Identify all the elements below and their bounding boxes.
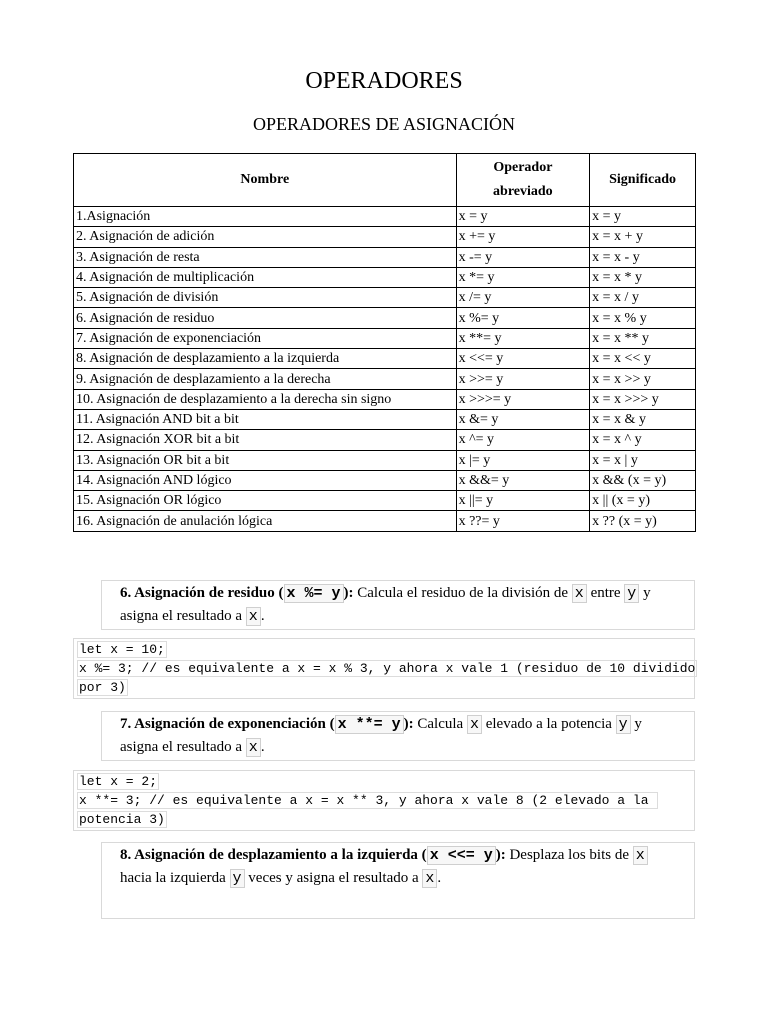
cell-significado: x ?? (x = y)	[590, 511, 696, 531]
table-row	[74, 369, 696, 389]
cell-nombre: 10. Asignación de desplazamiento a la derecha sin signo	[74, 389, 457, 409]
section-residuo-text3: y	[639, 585, 651, 601]
cell-operador: x >>= y	[456, 369, 590, 389]
section-exponenciacion-x2: x	[246, 738, 261, 757]
code-line: potencia 3)	[79, 812, 165, 827]
cell-significado: x = x ^ y	[590, 430, 696, 450]
table-header-row	[74, 154, 696, 207]
section-exponenciacion-heading-end: ):	[403, 716, 414, 732]
cell-significado: x = x / y	[590, 288, 696, 308]
cell-significado: x = x % y	[590, 308, 696, 328]
code-block-exponenciacion	[73, 770, 695, 831]
section-exponenciacion-text5: .	[260, 739, 265, 755]
table-row	[74, 288, 696, 308]
header-significado: Significado	[590, 154, 696, 207]
section-residuo	[101, 580, 695, 630]
cell-significado: x = x >> y	[590, 369, 696, 389]
cell-significado: x = x | y	[590, 450, 696, 470]
cell-operador: x **= y	[456, 328, 590, 348]
cell-operador: x -= y	[456, 247, 590, 267]
table-row	[74, 389, 696, 409]
section-desplazamiento-x2: x	[422, 869, 437, 888]
section-desplazamiento	[101, 842, 695, 919]
cell-operador: x ^= y	[456, 430, 590, 450]
cell-significado: x = x ** y	[590, 328, 696, 348]
section-exponenciacion-text4: asigna el resultado a	[120, 739, 246, 755]
cell-operador: x &&= y	[456, 470, 590, 490]
page-title: OPERADORES	[305, 68, 463, 94]
cell-nombre: 2. Asignación de adición	[74, 227, 457, 247]
section-exponenciacion-text3: y	[630, 716, 642, 732]
header-nombre: Nombre	[74, 154, 457, 207]
section-residuo-text5: .	[260, 608, 265, 624]
cell-nombre: 16. Asignación de anulación lógica	[74, 511, 457, 531]
cell-operador: x ??= y	[456, 511, 590, 531]
cell-operador: x <<= y	[456, 349, 590, 369]
table-row	[74, 491, 696, 511]
cell-nombre: 9. Asignación de desplazamiento a la derecha	[74, 369, 457, 389]
cell-nombre: 15. Asignación OR lógico	[74, 491, 457, 511]
table-row	[74, 511, 696, 531]
section-exponenciacion-text2: elevado a la potencia	[481, 716, 616, 732]
section-exponenciacion-y1: y	[616, 715, 631, 734]
cell-significado: x = x * y	[590, 267, 696, 287]
cell-operador: x &= y	[456, 409, 590, 429]
table-body	[74, 207, 696, 532]
page-subtitle: OPERADORES DE ASIGNACIÓN	[252, 114, 516, 134]
cell-operador: x /= y	[456, 288, 590, 308]
section-residuo-x2: x	[246, 607, 261, 626]
cell-nombre: 7. Asignación de exponenciación	[74, 328, 457, 348]
cell-significado: x = x >>> y	[590, 389, 696, 409]
cell-nombre: 4. Asignación de multiplicación	[74, 267, 457, 287]
code-line: x %= 3; // es equivalente a x = x % 3, y ahora x vale 1 (residuo de 10 dividido	[79, 661, 696, 676]
cell-operador: x *= y	[456, 267, 590, 287]
table-row	[74, 470, 696, 490]
cell-nombre: 12. Asignación XOR bit a bit	[74, 430, 457, 450]
section-desplazamiento-y1: y	[230, 869, 245, 888]
section-desplazamiento-code: x <<= y	[427, 846, 496, 865]
table-row	[74, 247, 696, 267]
cell-nombre: 13. Asignación OR bit a bit	[74, 450, 457, 470]
cell-nombre: 6. Asignación de residuo	[74, 308, 457, 328]
section-exponenciacion-heading: 7. Asignación de exponenciación (	[120, 716, 335, 732]
section-desplazamiento-text2: hacia la izquierda	[120, 870, 230, 886]
table-row	[74, 207, 696, 227]
section-desplazamiento-x1: x	[633, 846, 648, 865]
cell-nombre: 11. Asignación AND bit a bit	[74, 409, 457, 429]
section-exponenciacion-x1: x	[467, 715, 482, 734]
code-line: let x = 2;	[79, 774, 158, 789]
code-line: por 3)	[79, 680, 126, 695]
cell-operador: x %= y	[456, 308, 590, 328]
cell-operador: x += y	[456, 227, 590, 247]
section-residuo-x1: x	[572, 584, 587, 603]
section-residuo-y1: y	[624, 584, 639, 603]
section-residuo-heading-end: ):	[343, 585, 354, 601]
cell-nombre: 3. Asignación de resta	[74, 247, 457, 267]
table-row	[74, 267, 696, 287]
cell-nombre: 5. Asignación de división	[74, 288, 457, 308]
table-row	[74, 430, 696, 450]
cell-operador: x >>>= y	[456, 389, 590, 409]
table-row	[74, 450, 696, 470]
section-desplazamiento-text3: veces y asigna el resultado a	[244, 870, 423, 886]
table-row	[74, 328, 696, 348]
cell-significado: x && (x = y)	[590, 470, 696, 490]
cell-operador: x ||= y	[456, 491, 590, 511]
cell-nombre: 14. Asignación AND lógico	[74, 470, 457, 490]
header-operador	[456, 154, 590, 207]
section-residuo-text1: Calcula el residuo de la división de	[353, 585, 572, 601]
table-row	[74, 409, 696, 429]
code-line: x **= 3; // es equivalente a x = x ** 3, y ahora x vale 8 (2 elevado a la	[79, 793, 657, 808]
cell-significado: x = x << y	[590, 349, 696, 369]
cell-nombre: 8. Asignación de desplazamiento a la izquierda	[74, 349, 457, 369]
section-desplazamiento-text4: .	[437, 870, 442, 886]
table-row	[74, 227, 696, 247]
section-desplazamiento-heading: 8. Asignación de desplazamiento a la izquierda (	[120, 847, 427, 863]
section-exponenciacion	[101, 711, 695, 761]
section-exponenciacion-text1: Calcula	[413, 716, 467, 732]
section-desplazamiento-heading-end: ):	[495, 847, 506, 863]
header-operador-line2: abreviado	[493, 184, 553, 199]
section-exponenciacion-code: x **= y	[335, 715, 404, 734]
cell-nombre: 1.Asignación	[74, 207, 457, 227]
cell-significado: x = x & y	[590, 409, 696, 429]
code-line: let x = 10;	[79, 642, 165, 657]
section-residuo-text2: entre	[586, 585, 625, 601]
cell-significado: x = y	[590, 207, 696, 227]
section-residuo-heading: 6. Asignación de residuo (	[120, 585, 284, 601]
cell-significado: x = x + y	[590, 227, 696, 247]
header-operador-line1: Operador	[493, 160, 553, 175]
section-residuo-code: x %= y	[284, 584, 344, 603]
section-desplazamiento-text1: Desplaza los bits de	[505, 847, 633, 863]
section-residuo-text4: asigna el resultado a	[120, 608, 246, 624]
table-row	[74, 349, 696, 369]
operators-table	[73, 153, 696, 532]
table-row	[74, 308, 696, 328]
cell-significado: x || (x = y)	[590, 491, 696, 511]
cell-operador: x |= y	[456, 450, 590, 470]
cell-operador: x = y	[456, 207, 590, 227]
code-block-residuo	[73, 638, 695, 699]
cell-significado: x = x - y	[590, 247, 696, 267]
